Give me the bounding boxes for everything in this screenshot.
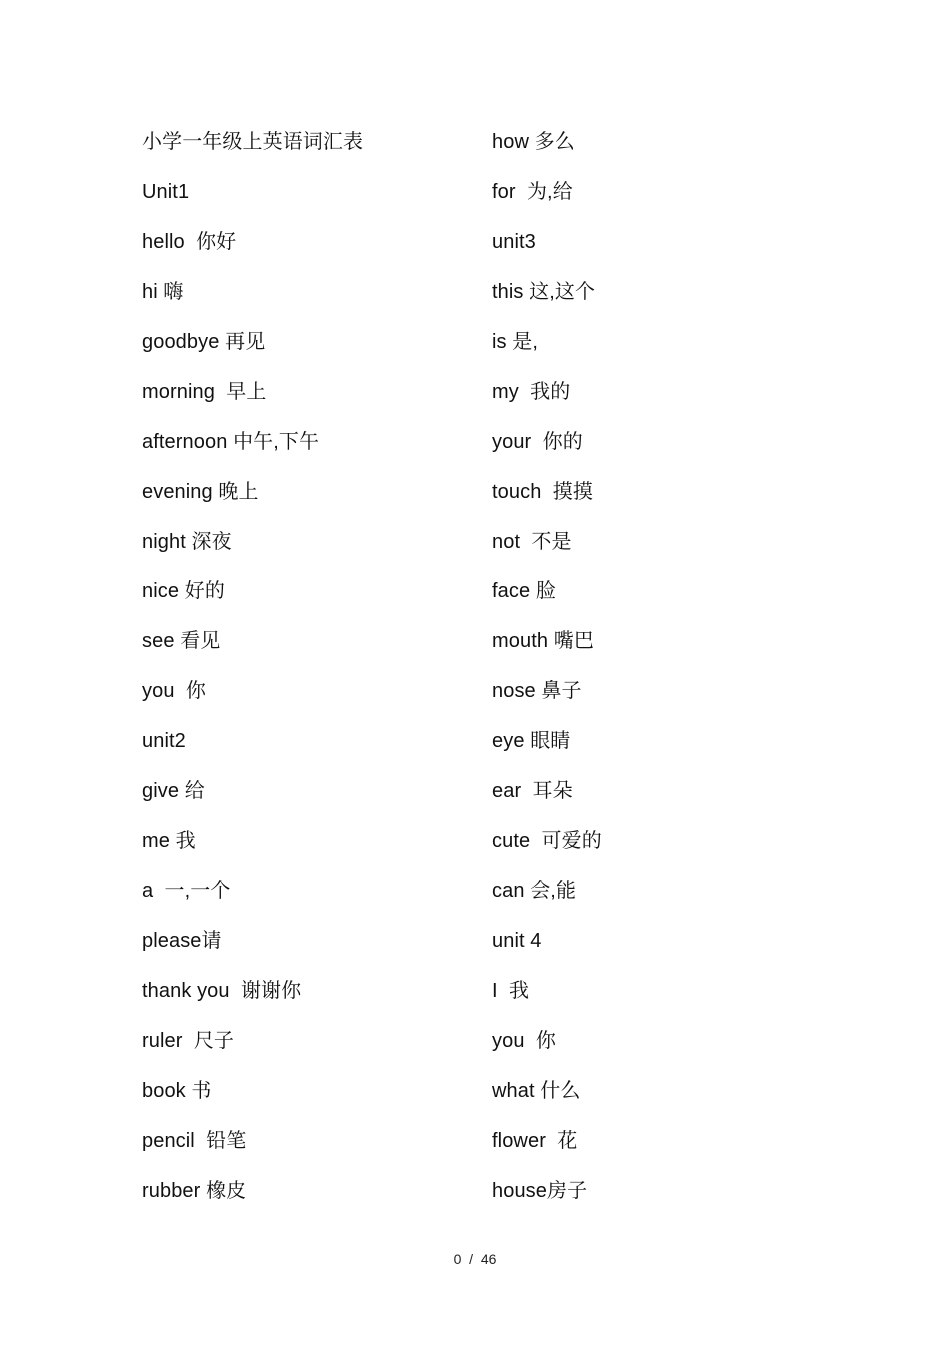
vocab-entry: my 我的 <box>492 380 571 403</box>
vocab-entry: a 一,一个 <box>142 880 231 903</box>
vocab-entry: see 看见 <box>142 630 221 653</box>
vocab-entry: please请 <box>142 930 222 952</box>
vocab-entry: eye 眼睛 <box>492 730 571 753</box>
vocab-entry: you 你 <box>142 680 206 703</box>
vocab-entry: night 深夜 <box>142 530 232 553</box>
vocab-entry: touch 摸摸 <box>492 480 593 503</box>
vocab-entry: ruler 尺子 <box>142 1029 235 1052</box>
vocabulary-column-left <box>142 122 462 1221</box>
vocab-entry: unit2 <box>142 730 186 753</box>
vocab-entry: Unit1 <box>142 180 190 203</box>
vocab-entry: goodbye 再见 <box>142 330 266 353</box>
document-title: 小学一年级上英语词汇表 <box>142 131 364 153</box>
vocab-entry: can 会,能 <box>492 880 577 903</box>
vocab-entry: afternoon 中午,下午 <box>142 430 320 453</box>
vocab-entry: mouth 嘴巴 <box>492 630 594 653</box>
vocab-entry: nose 鼻子 <box>492 680 582 703</box>
vocab-entry: rubber 橡皮 <box>142 1179 247 1202</box>
vocab-entry: give 给 <box>142 780 205 803</box>
vocab-entry: morning 早上 <box>142 380 267 403</box>
page-number: 0 / 46 <box>453 1251 497 1267</box>
vocab-entry: face 脸 <box>492 580 556 603</box>
vocab-entry: your 你的 <box>492 430 583 453</box>
vocab-entry: hi 嗨 <box>142 280 184 303</box>
vocab-entry: flower 花 <box>492 1129 578 1152</box>
vocab-entry: house房子 <box>492 1179 588 1202</box>
vocab-entry: evening 晚上 <box>142 480 259 503</box>
vocab-entry: nice 好的 <box>142 580 225 603</box>
vocab-entry: ear 耳朵 <box>492 780 573 803</box>
vocab-entry: how 多么 <box>492 131 575 153</box>
vocab-entry: unit3 <box>492 230 536 253</box>
vocab-entry: cute 可爱的 <box>492 830 602 853</box>
vocab-entry: is 是, <box>492 330 539 353</box>
vocab-entry: hello 你好 <box>142 230 237 253</box>
vocab-entry: for 为,给 <box>492 180 573 203</box>
vocab-entry: pencil 铅笔 <box>142 1129 247 1152</box>
vocab-entry: thank you 谢谢你 <box>142 979 302 1002</box>
vocab-entry: I 我 <box>492 979 530 1002</box>
vocab-entry: book 书 <box>142 1079 212 1102</box>
vocab-entry: unit 4 <box>492 930 542 952</box>
vocab-entry: what 什么 <box>492 1079 581 1102</box>
vocab-entry: you 你 <box>492 1029 556 1052</box>
vocab-entry: not 不是 <box>492 530 572 553</box>
vocabulary-column-right <box>492 122 812 1221</box>
vocab-entry: this 这,这个 <box>492 280 596 303</box>
vocab-entry: me 我 <box>142 830 196 853</box>
